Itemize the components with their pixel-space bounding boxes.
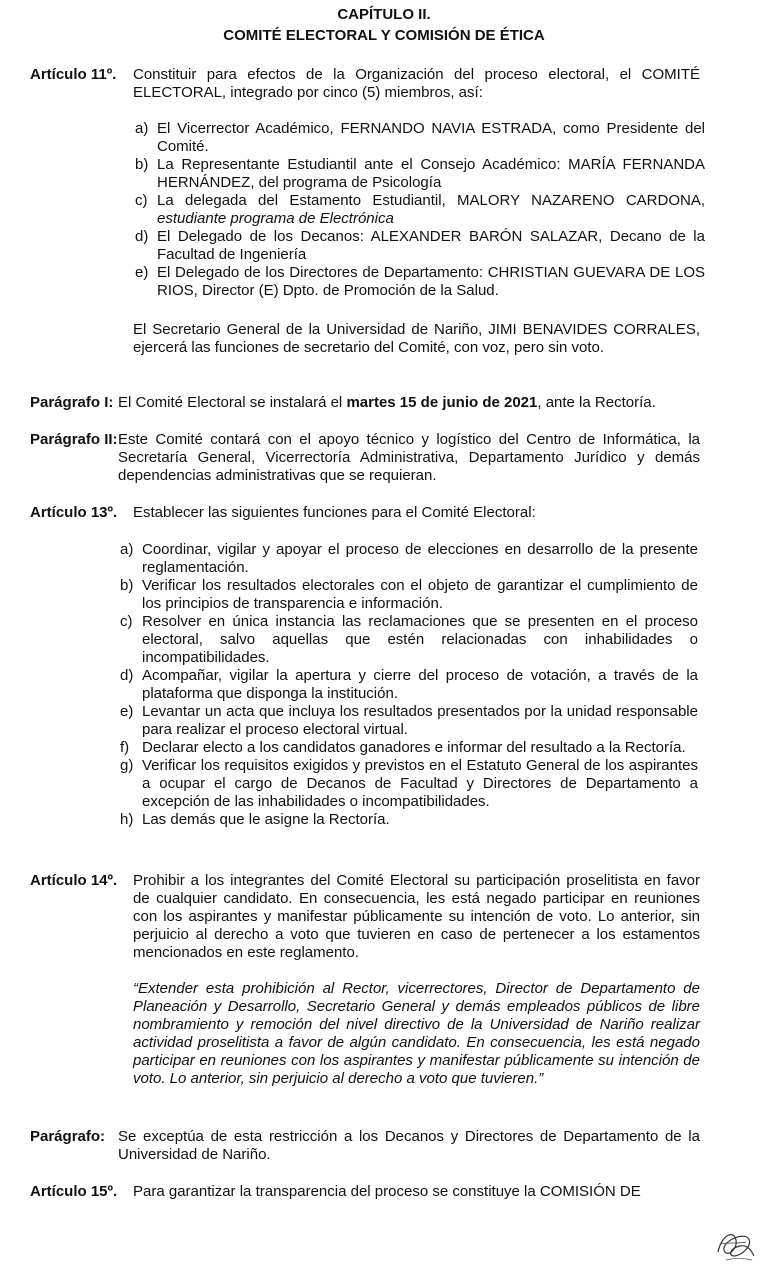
article-13-label: Artículo 13º. [30, 504, 118, 521]
list-item-text: El Delegado de los Directores de Departamento: CHRISTIAN GUEVARA DE LOS RIOS, Director (E) Dpto. de Promoción de la Salud. [157, 264, 705, 299]
article-11-intro: Constituir para efectos de la Organización del proceso electoral, el COMITÉ ELECTORAL, integrado por cinco (5) miembros, así: [133, 66, 700, 101]
list-marker: d) [120, 667, 134, 684]
list-item-text: Las demás que le asigne la Rectoría. [142, 811, 390, 828]
list-item [120, 613, 698, 667]
list-item [120, 577, 698, 613]
article-15-label: Artículo 15º. [30, 1183, 118, 1200]
list-marker: c) [120, 613, 133, 630]
paragraph-3-text: Se exceptúa de esta restricción a los Decanos y Directores de Departamento de la Universidad de Nariño. [118, 1128, 700, 1163]
list-item [135, 120, 705, 156]
secretary-paragraph: El Secretario General de la Universidad de Nariño, JIMI BENAVIDES CORRALES, ejercerá las funciones de secretario del Comité, con voz, pero sin voto. [133, 321, 700, 356]
article-15-text: Para garantizar la transparencia del proceso se constituye la COMISIÓN DE [133, 1183, 641, 1200]
list-marker: e) [120, 703, 134, 720]
paragraph-1-text [118, 394, 700, 412]
paragraph-2 [30, 431, 700, 485]
paragraph-2-label: Parágrafo II: [30, 431, 118, 448]
list-item [120, 541, 698, 577]
article-14 [30, 872, 700, 1088]
list-item-text: Verificar los resultados electorales con el objeto de garantizar el cumplimiento de los principios de transparencia e información. [142, 577, 698, 612]
paragraph-2-text: Este Comité contará con el apoyo técnico y logístico del Centro de Informática, la Secretaría General, Vicerrectoría Administrativa, Departamento Jurídico y demás dependencias administrativas que se requieran. [118, 431, 700, 484]
list-marker: b) [135, 156, 149, 173]
list-item [135, 228, 705, 264]
committee-functions-list [120, 541, 698, 829]
paragraph-1 [30, 394, 700, 412]
list-item-text: El Vicerrector Académico, FERNANDO NAVIA ESTRADA, como Presidente del Comité. [157, 120, 705, 155]
article-14-quote: “Extender esta prohibición al Rector, vicerrectores, Director de Departamento de Planeación y Desarrollo, Secretario General y demás empleados públicos de libre nombramiento y remoción del nivel directivo de la Universidad de Nariño realizar actividad proselitista a favor de algún candidato. En consecuencia, les está negado participar en reuniones con los aspirantes y manifestar públicamente su intención de voto. Lo anterior, sin perjuicio al derecho a voto que tuvieren.” [133, 980, 700, 1087]
list-item-text: Resolver en única instancia las reclamaciones que se presenten en el proceso electoral, salvo aquellas que estén relacionadas con inhabilidades o incompatibilidades. [142, 613, 698, 666]
list-marker: b) [120, 577, 134, 594]
paragraph-1-label: Parágrafo I: [30, 394, 114, 411]
article-11 [30, 66, 700, 102]
list-item-text: El Delegado de los Decanos: ALEXANDER BARÓN SALAZAR, Decano de la Facultad de Ingeniería [157, 228, 705, 263]
list-item [135, 156, 705, 192]
list-item-text: Coordinar, vigilar y apoyar el proceso de elecciones en desarrollo de la presente reglamentación. [142, 541, 698, 576]
chapter-title: COMITÉ ELECTORAL Y COMISIÓN DE ÉTICA [223, 27, 545, 44]
list-marker: f) [120, 739, 130, 756]
article-13-intro: Establecer las siguientes funciones para el Comité Electoral: [133, 504, 536, 521]
article-14-text: Prohibir a los integrantes del Comité Electoral su participación proselitista en favor de cualquier candidato. En consecuencia, les está negado participar en reuniones con los aspirantes y manifestar públicamente su intención de voto. Lo anterior, sin perjuicio al derecho a voto que tuvieren en caso de pertenecer a los estamentos mencionados en este reglamento. [133, 872, 700, 961]
article-13 [30, 504, 700, 522]
list-item [120, 703, 698, 739]
list-marker: h) [120, 811, 134, 828]
article-11-label: Artículo 11º. [30, 66, 117, 83]
article-14-label: Artículo 14º. [30, 872, 118, 889]
list-item-text: La delegada del Estamento Estudiantil, MALORY NAZARENO CARDONA, [157, 192, 705, 209]
paragraph-3 [30, 1128, 700, 1164]
list-item [120, 757, 698, 811]
committee-members-list [135, 120, 705, 300]
paragraph-3-label: Parágrafo: [30, 1128, 106, 1145]
chapter-number: CAPÍTULO II. [337, 6, 431, 23]
paragraph-1-after: , ante la Rectoría. [537, 394, 656, 411]
paragraph-1-before: El Comité Electoral se instalará el [118, 394, 343, 411]
list-marker: c) [135, 192, 148, 209]
list-item-text: Verificar los requisitos exigidos y previstos en el Estatuto General de los aspirantes a ocupar el cargo de Decanos de Facultad y Directores de Departamento a excepción de las inhabilidades o incompatibilidades. [142, 757, 698, 810]
list-marker: e) [135, 264, 149, 281]
list-item [135, 264, 705, 300]
installation-date: martes 15 de junio de 2021 [346, 394, 538, 411]
list-item-text: Acompañar, vigilar la apertura y cierre del proceso de votación, a través de la plataforma que disponga la institución. [142, 667, 698, 702]
list-marker: a) [135, 120, 149, 137]
list-item [120, 739, 698, 757]
list-marker: g) [120, 757, 134, 774]
list-item-text: Levantar un acta que incluya los resultados presentados por la unidad responsable para realizar el proceso electoral virtual. [142, 703, 698, 738]
list-marker: a) [120, 541, 134, 558]
signature-icon [712, 1222, 758, 1268]
list-marker: d) [135, 228, 149, 245]
list-item-text: Declarar electo a los candidatos ganadores e informar del resultado a la Rectoría. [142, 739, 686, 756]
list-item [120, 667, 698, 703]
article-15 [30, 1183, 700, 1201]
list-item [120, 811, 698, 829]
list-item-italic-text: estudiante programa de Electrónica [157, 210, 394, 227]
list-item-text: La Representante Estudiantil ante el Consejo Académico: MARÍA FERNANDA HERNÁNDEZ, del programa de Psicología [157, 156, 705, 191]
list-item [135, 192, 705, 228]
